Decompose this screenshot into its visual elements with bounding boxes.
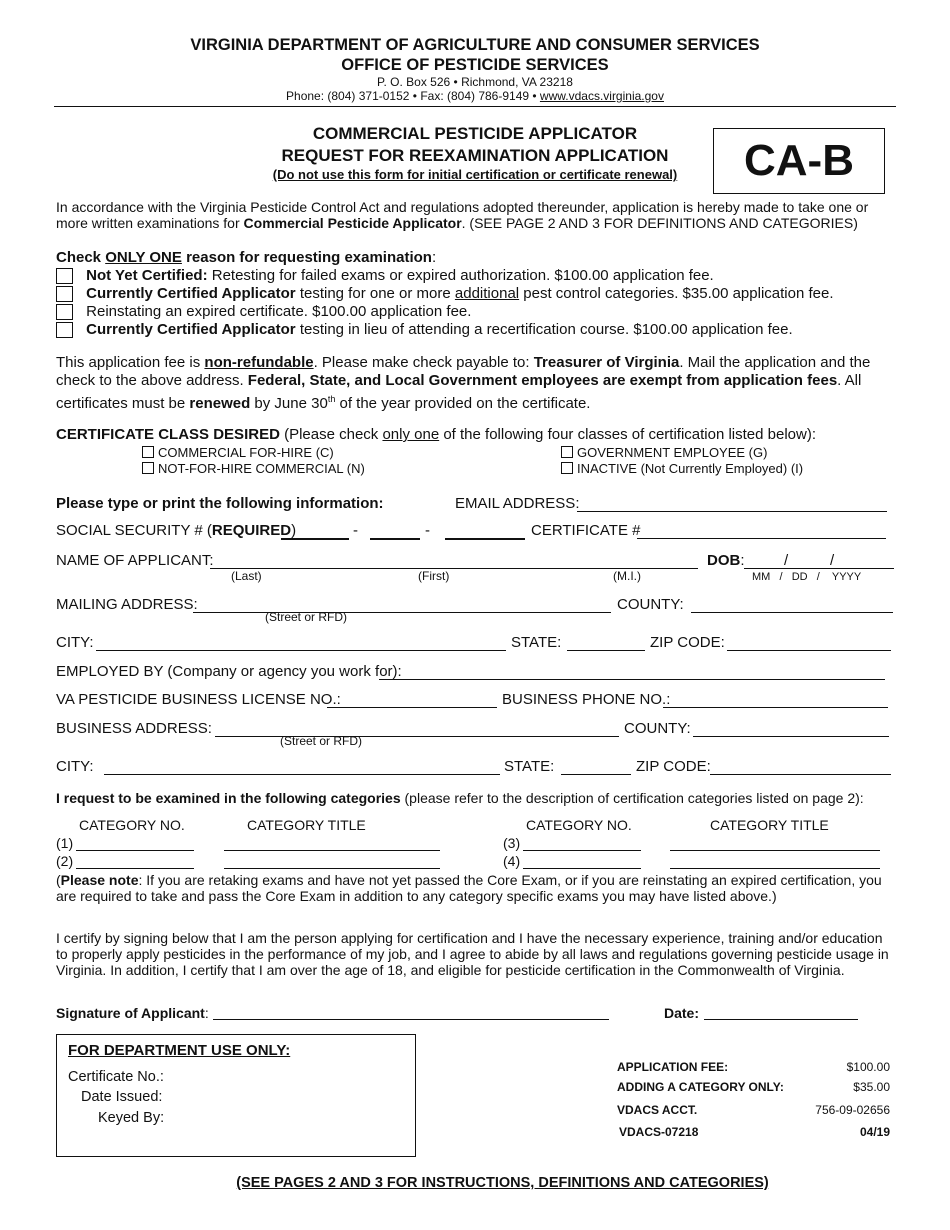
form-title-note: (Do not use this form for initial certification or certificate renewal): [272, 167, 678, 182]
signature-colon: :: [204, 1005, 209, 1021]
ssn-dash-1: -: [353, 522, 358, 539]
note-bold: Please note: [60, 872, 139, 888]
business-street-hint: (Street or RFD): [280, 734, 363, 748]
cert-class-heading-b: CERTIFICATE CLASS DESIRED: [56, 426, 280, 443]
application-fee-label: APPLICATION FEE:: [617, 1060, 729, 1074]
name-first-hint: (First): [418, 569, 450, 583]
reason-3-text: Reinstating an expired certificate. $100.00 application fee.: [86, 303, 472, 320]
fee-notice-t2: . Please make check payable to:: [313, 354, 534, 371]
signature-label: [56, 1005, 209, 1021]
ssn-field-3[interactable]: [445, 524, 525, 540]
business-city-label: CITY:: [56, 758, 94, 775]
fee-notice-renewed: renewed: [189, 395, 251, 412]
signature-date-label: Date:: [664, 1005, 700, 1021]
reason-checkbox-2[interactable]: [56, 286, 73, 302]
name-mi-hint: (M.I.): [613, 569, 641, 583]
dob-format-hint: MM / DD / YYYY: [752, 571, 862, 583]
email-label: EMAIL ADDRESS:: [455, 495, 580, 512]
fee-notice-t1: This application fee is: [56, 354, 205, 371]
reason-option-additional: [56, 285, 834, 302]
fee-notice-t5: by June 30: [250, 395, 328, 412]
certificate-number-field[interactable]: [637, 524, 886, 539]
employed-by-field[interactable]: [379, 665, 885, 680]
business-state-label: STATE:: [504, 758, 555, 775]
categories-intro-text: (please refer to the description of certification categories listed on page 2):: [400, 790, 864, 806]
state-field[interactable]: [567, 636, 645, 651]
mailing-county-label: COUNTY:: [617, 596, 684, 613]
fee-notice-payee: Treasurer of Virginia: [533, 354, 680, 371]
intro-text-a: In accordance with the Virginia Pesticide Control Act and regulations adopted thereunder, application is hereby made to take one or more written examinations for: [56, 199, 869, 231]
reason-option-not-certified: [56, 267, 714, 284]
contact-line: [0, 89, 950, 103]
reason-2-bold: Currently Certified Applicator: [86, 285, 296, 302]
business-county-label: COUNTY:: [624, 720, 691, 737]
intro-text-b: . (SEE PAGE 2 AND 3 FOR DEFINITIONS AND CATEGORIES): [461, 215, 858, 231]
applicant-name-field[interactable]: [210, 554, 698, 569]
vdacs-account-value: 756-09-02656: [815, 1103, 890, 1117]
zip-label: ZIP CODE:: [650, 634, 725, 651]
dept-keyed-by: Keyed By:: [98, 1110, 165, 1126]
adding-category-value: $35.00: [853, 1080, 890, 1094]
fee-notice-t4: . All certificates must be: [56, 372, 862, 412]
fee-notice-exempt: Federal, State, and Local Government employees are exempt from application fees: [247, 372, 838, 389]
dob-slash-1: /: [784, 552, 789, 569]
cert-class-n-label: NOT-FOR-HIRE COMMERCIAL (N): [158, 461, 365, 476]
reason-2-text-b: pest control categories. $35.00 application fee.: [519, 285, 834, 302]
zip-field[interactable]: [727, 636, 891, 651]
reason-checkbox-4[interactable]: [56, 322, 73, 338]
form-title-line2: REQUEST FOR REEXAMINATION APPLICATION: [281, 146, 669, 165]
signature-date-field[interactable]: [704, 1005, 858, 1020]
business-state-field[interactable]: [561, 760, 631, 775]
category-row-4-label: (4): [503, 853, 521, 869]
fee-notice-paragraph: [56, 354, 896, 413]
vdacs-account-label: VDACS ACCT.: [617, 1103, 698, 1117]
ssn-label-c: ): [291, 522, 297, 539]
category-2-no-field[interactable]: [76, 854, 194, 869]
city-field[interactable]: [96, 636, 506, 651]
dob-colon: :: [740, 552, 745, 569]
category-3-no-field[interactable]: [523, 836, 641, 851]
cert-class-g-label: GOVERNMENT EMPLOYEE (G): [577, 445, 768, 460]
category-4-no-field[interactable]: [523, 854, 641, 869]
header-divider: [54, 106, 896, 107]
email-field[interactable]: [577, 497, 887, 512]
cert-class-i-checkbox[interactable]: [561, 462, 573, 474]
info-heading: Please type or print the following information:: [56, 495, 384, 512]
business-address-field[interactable]: [215, 722, 619, 737]
mailing-address-label: MAILING ADDRESS:: [56, 596, 198, 613]
core-exam-note: [56, 872, 896, 904]
office-name: OFFICE OF PESTICIDE SERVICES: [341, 56, 609, 74]
applicant-name-label: NAME OF APPLICANT:: [56, 552, 214, 569]
application-fee-value: $100.00: [846, 1060, 890, 1074]
cert-class-c: [142, 445, 334, 460]
cert-class-c-checkbox[interactable]: [142, 446, 154, 458]
col-category-title-left: CATEGORY TITLE: [247, 817, 366, 833]
ssn-label: [56, 522, 296, 539]
cert-class-n-checkbox[interactable]: [142, 462, 154, 474]
agency-name: VIRGINIA DEPARTMENT OF AGRICULTURE AND CONSUMER SERVICES: [190, 36, 760, 54]
reason-heading-b: reason for requesting examination: [181, 249, 432, 266]
dept-date-issued: Date Issued:: [81, 1089, 163, 1105]
department-use-heading: FOR DEPARTMENT USE ONLY:: [68, 1042, 291, 1059]
employed-by-label: EMPLOYED BY (Company or agency you work for):: [56, 663, 402, 680]
reason-heading-colon: :: [431, 249, 437, 266]
note-open: (: [56, 872, 61, 888]
ssn-field-2[interactable]: [370, 524, 420, 540]
dob-label-text: DOB: [707, 552, 741, 569]
mailing-county-field[interactable]: [691, 598, 893, 613]
business-phone-label: BUSINESS PHONE NO.:: [502, 691, 671, 708]
reason-option-in-lieu: [56, 321, 793, 338]
dob-field[interactable]: [744, 554, 894, 569]
reason-2-text-u: additional: [454, 285, 520, 302]
contact-phone-fax: Phone: (804) 371-0152 • Fax: (804) 786-9149 •: [286, 89, 540, 103]
ssn-label-required: REQUIRED: [211, 522, 292, 539]
reason-1-bold: Not Yet Certified:: [86, 267, 208, 284]
cert-class-heading: [56, 426, 816, 443]
business-zip-field[interactable]: [710, 760, 891, 775]
cert-class-heading-u: only one: [382, 426, 440, 443]
cert-class-n: [142, 461, 365, 476]
category-4-title-field[interactable]: [670, 854, 880, 869]
cert-class-heading-a: (Please check: [279, 426, 383, 443]
reason-heading-a: Check: [56, 249, 106, 266]
category-row-3-label: (3): [503, 835, 521, 851]
city-label: CITY:: [56, 634, 94, 651]
cert-class-g: [561, 445, 767, 460]
col-category-title-right: CATEGORY TITLE: [710, 817, 829, 833]
reason-1-text: Retesting for failed exams or expired authorization. $100.00 application fee.: [207, 267, 714, 284]
form-revision-date: 04/19: [859, 1125, 890, 1139]
fee-notice-t3: . Mail the application and the check to the above address.: [56, 354, 871, 389]
category-2-title-field[interactable]: [224, 854, 440, 869]
reason-option-reinstating: [56, 303, 471, 320]
business-license-label: VA PESTICIDE BUSINESS LICENSE NO.:: [56, 691, 341, 708]
business-address-label: BUSINESS ADDRESS:: [56, 720, 212, 737]
dob-label: [707, 552, 745, 569]
cert-class-g-checkbox[interactable]: [561, 446, 573, 458]
mailing-street-hint: (Street or RFD): [265, 610, 348, 624]
business-city-field[interactable]: [104, 760, 500, 775]
signature-label-text: Signature of Applicant: [56, 1005, 205, 1021]
state-label: STATE:: [511, 634, 562, 651]
website-link[interactable]: www.vdacs.virginia.gov: [539, 89, 664, 103]
reason-2-text-a: testing for one or more: [295, 285, 455, 302]
reason-checkbox-3[interactable]: [56, 304, 73, 320]
mailing-address: P. O. Box 526 • Richmond, VA 23218: [377, 75, 573, 89]
fee-notice-sup: th: [327, 394, 336, 404]
reason-heading-u: ONLY ONE: [105, 249, 182, 266]
dob-slash-2: /: [830, 552, 835, 569]
cert-class-i: [561, 461, 803, 476]
ssn-label-a: SOCIAL SECURITY # (: [56, 522, 212, 539]
cert-class-i-label: INACTIVE (Not Currently Employed) (I): [577, 461, 804, 476]
business-phone-field[interactable]: [663, 693, 888, 708]
categories-intro: [56, 790, 864, 806]
reason-heading: [56, 249, 436, 266]
fee-notice-nonrefundable: non-refundable: [204, 354, 314, 371]
ssn-dash-2: -: [425, 522, 430, 539]
col-category-no-right: CATEGORY NO.: [526, 817, 632, 833]
certificate-number-label: CERTIFICATE #: [531, 522, 641, 539]
mailing-address-field[interactable]: [193, 598, 611, 613]
note-text: : If you are retaking exams and have not yet passed the Core Exam, or if you are reinstating an expired certification, you are required to take and pass the Core Exam in addition to any category specific exams you may have listed above.): [56, 872, 882, 904]
footer-instructions: (SEE PAGES 2 AND 3 FOR INSTRUCTIONS, DEFINITIONS AND CATEGORIES): [236, 1175, 769, 1191]
dept-certificate-no: Certificate No.:: [68, 1069, 164, 1085]
ssn-field-1[interactable]: [281, 524, 349, 540]
category-1-no-field[interactable]: [76, 836, 194, 851]
business-zip-label: ZIP CODE:: [636, 758, 711, 775]
department-use-box: [56, 1034, 416, 1157]
name-last-hint: (Last): [231, 569, 262, 583]
certification-statement: I certify by signing below that I am the person applying for certification and I have the necessary experience, training and/or education to properly apply pesticides in the performance of my job, and I agree to abide by all laws and regulations governing pesticide usage in Virginia. In addition, I certify that I am over the age of 18, and eligible for pesticide certification in the Commonwealth of Virginia.: [56, 930, 889, 978]
category-row-2-label: (2): [56, 853, 74, 869]
form-title-line1: COMMERCIAL PESTICIDE APPLICATOR: [312, 124, 638, 143]
category-3-title-field[interactable]: [670, 836, 880, 851]
fee-notice-t6: of the year provided on the certificate.: [335, 395, 591, 412]
cert-class-c-label: COMMERCIAL FOR-HIRE (C): [158, 445, 334, 460]
business-license-field[interactable]: [327, 693, 497, 708]
form-number: VDACS-07218: [619, 1125, 699, 1139]
col-category-no-left: CATEGORY NO.: [79, 817, 185, 833]
reason-4-bold: Currently Certified Applicator: [86, 321, 296, 338]
signature-field[interactable]: [213, 1005, 609, 1020]
category-row-1-label: (1): [56, 835, 74, 851]
adding-category-label: ADDING A CATEGORY ONLY:: [617, 1080, 784, 1094]
business-county-field[interactable]: [693, 722, 889, 737]
category-1-title-field[interactable]: [224, 836, 440, 851]
cert-class-heading-c: of the following four classes of certification listed below):: [439, 426, 817, 443]
categories-intro-bold: I request to be examined in the following categories: [56, 790, 401, 806]
reason-4-text: testing in lieu of attending a recertification course. $100.00 application fee.: [295, 321, 793, 338]
intro-text-bold: Commercial Pesticide Applicator: [243, 215, 462, 231]
intro-paragraph: [56, 199, 896, 231]
reason-checkbox-1[interactable]: [56, 268, 73, 284]
form-code-box: CA-B: [713, 128, 885, 194]
